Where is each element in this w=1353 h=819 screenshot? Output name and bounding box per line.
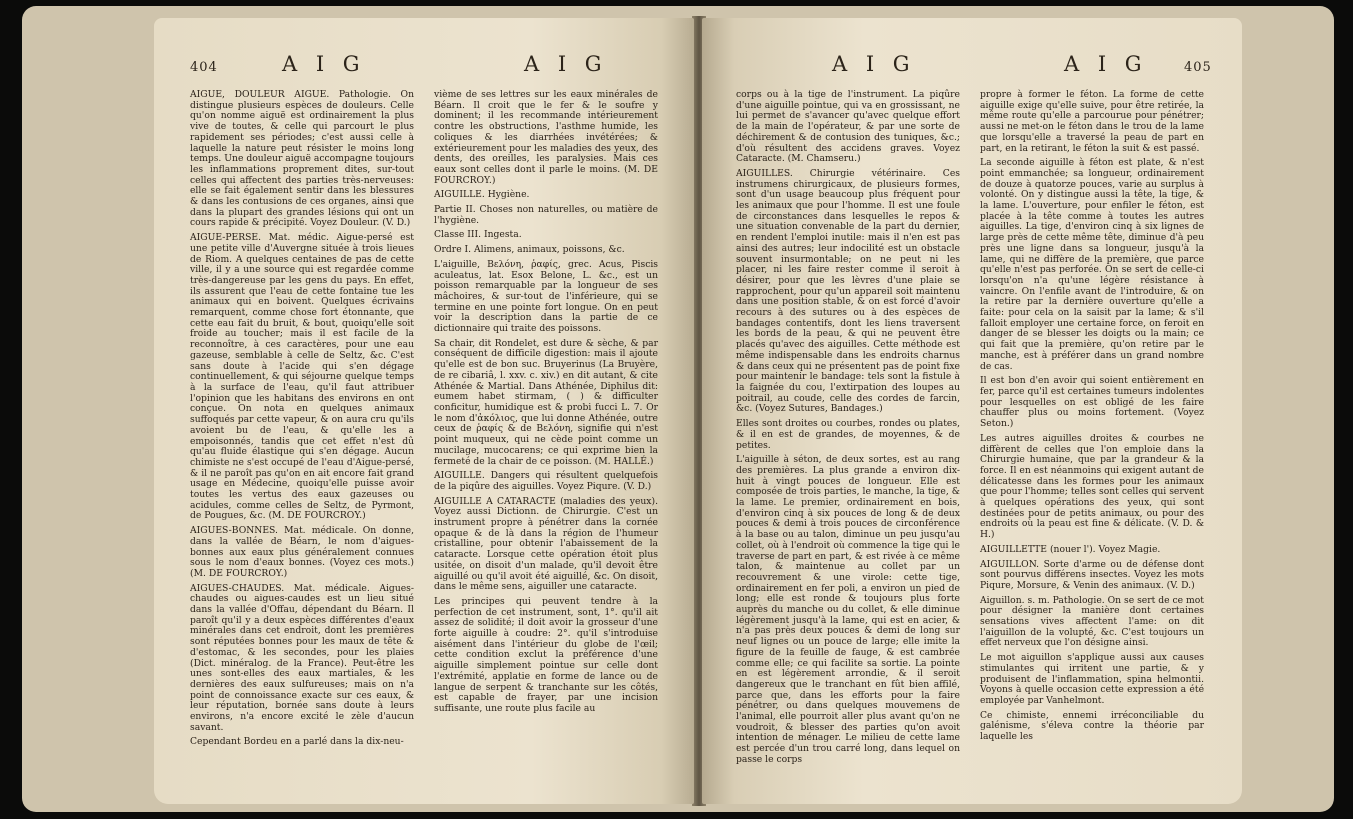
entry-paragraph: Sa chair, dit Rondelet, est dure & sèche, & par conséquent de difficile digestion: mais il ajoute qu'elle est de bon suc. Bruyerinus (La Bruyère, de re cibariâ, l. xxv. c. xiv.) en dit autant, & cite Athénée & Martial. Dans Athénée, Diphilus dit: eumem habet stirmam, ( ) & difficulter conficitur, humidique est & probi fucci L. 7. Or le nom d'ἀκόλιος, que lui donne Athénée, outre ceux de ῥαφίς & de Βελόνη, signifie qui n'est point muqueux, qui ne cède point comme un mucilage, mucocarens; ce qui exprime bien la fermeté de la chair de ce poisson. (M. HALLÉ.) [434,337,658,467]
entry-paragraph: AIGUES-CHAUDES. Mat. médicale. Aigues-chaudes ou aigues-caudes est un lieu situé dans la vallée d'Offau, dépendant du Béarn. Il paroît qu'il y a deux espèces différentes d'eaux minérales dans cet endroit, dont les premières sont réputées bonnes pour les maux de tête & d'estomac, & les secondes, pour les plaies (Dict. minéralog. de la France). Peut-être les unes sont-elles des eaux martiales, & les dernières des eaux sulfureuses; mais on n'a point de connoissance exacte sur ces eaux, & leur réputation, bornée sans doute à leurs environs, n'a encore excité le zèle d'aucun savant. [190,582,414,733]
entry-paragraph: corps ou à la tige de l'instrument. La piqûre d'une aiguille pointue, qui va en grossissant, ne lui permet de s'avancer qu'avec quelque effort de la main de l'opérateur, & par une sorte de déchirement & de contusion des tuniques, &c.; d'où résultent des accidens graves. Voyez Cataracte. (M. Chamseru.) [736,89,960,165]
entry-paragraph: Cependant Bordeu en a parlé dans la dix-neu- [190,736,404,748]
left-running-head-2: A I G [524,52,608,76]
entry-paragraph: AIGUILLE A CATARACTE (maladies des yeux). Voyez aussi Dictionn. de Chirurgie. C'est un instrument propre à pénétrer dans la cornée opaque & de là dans la région de l'humeur cristalline, pour obtenir l'abaissement de la cataracte. Lorsque cette opération étoit plus usitée, on disoit d'un malade, qu'il devoit être aiguillé ou qu'il avoit été aiguillé, &c. On disoit, dans le même sens, aiguiller une cataracte. [434,495,658,593]
entry-paragraph: AIGUILLE. Hygiène. [434,189,530,201]
right-page-number-header [1184,52,1212,76]
entry-paragraph: Classe III. Ingesta. [434,229,522,241]
right-column-2 [980,90,1204,747]
entry-paragraph: Il est bon d'en avoir qui soient entièrement en fer, parce qu'il est certaines tumeurs indolentes pour lesquelles on est obligé de les faire chauffer plus ou moins fortement. (Voyez Seton.) [980,375,1204,430]
left-page-number: 404 [190,60,218,75]
entry-paragraph: vième de ses lettres sur les eaux minérales de Béarn. Il croit que le fer & le soufre y dominent; il les recommande intérieurement contre les obstructions, l'asthme humide, les coliques & les diarrhées invétérées; & extérieurement pour les maladies des yeux, des dents, des oreilles, les paralysies. Mais ces eaux sont celles dont il parle le moins. (M. DE FOURCROY.) [434,89,658,186]
entry-paragraph: Les principes qui peuvent tendre à la perfection de cet instrument, sont, 1°. qu'il ait assez de solidité; il doit avoir la grosseur d'une forte aiguille à coudre: 2°. qu'il s'introduise aisément dans l'intérieur du globe de l'œil; cette condition exclut la préférence d'une aiguille simplement pointue sur celle dont l'extrémité, applatie en forme de lance ou de langue de serpent & tranchante sur les côtés, est capable de frayer, par une incision suffisante, une route plus facile au [434,595,658,714]
entry-paragraph: propre à former le féton. La forme de cette aiguille exige qu'elle suive, pour être retirée, la même route qu'elle a parcourue pour pénétrer; aussi ne met-on le féton dans le trou de la lame que lorsqu'elle a traversé la peau de part en part, en la retirant, le féton la suit & est passé. [980,89,1204,154]
left-column-2 [434,90,658,719]
entry-paragraph: AIGUILLON. Sorte d'arme ou de défense dont sont pourvus différens insectes. Voyez les mots Piqure, Morsure, & Venin des animaux. (V. D.) [980,558,1204,591]
right-column-1 [736,90,960,770]
entry-paragraph: Aiguillon. s. m. Pathologie. On se sert de ce mot pour désigner la manière dont certaines sensations vives affectent l'ame: on dit l'aiguillon de la volupté, &c. C'est toujours un effet nerveux que l'on désigne ainsi. [980,594,1204,649]
entry-paragraph: L'aiguille, Βελόνη, ῥαφίς, grec. Acus, Piscis aculeatus, lat. Esox Belone, L. &c., est un poisson remarquable par la longueur de ses mâchoires, & sur-tout de l'inférieure, qui se termine en une pointe fort longue. On en peut voir la description dans la partie de ce dictionnaire qui traite des poissons. [434,258,658,335]
entry-paragraph: Le mot aiguillon s'applique aussi aux causes stimulantes qui irritent une partie, & y produisent de l'inflammation, spina helmontii. Voyons à quelle occasion cette expression a été employée par Vanhelmont. [980,652,1204,706]
entry-paragraph: Ordre I. Alimens, animaux, poissons, &c. [434,244,625,256]
entry-paragraph: AIGUILLE. Dangers qui résultent quelquefois de la piqûre des aiguilles. Voyez Piqure. (V. D.) [434,470,658,492]
entry-paragraph: Les autres aiguilles droites & courbes ne diffèrent de celles que l'on emploie dans la Chirurgie humaine, que par la grandeur & la force. Il en est néanmoins qui exigent autant de délicatesse dans les formes pour les animaux que pour l'homme; telles sont celles qui servent à quelques opérations des yeux, qui sont destinées pour de petits animaux, ou pour des endroits où la peau est fine & délicate. (V. D. & H.) [980,432,1204,541]
entry-paragraph: AIGUE, DOULEUR AIGUE. Pathologie. On distingue plusieurs espèces de douleurs. Celle qu'on nomme aiguë est ordinairement la plus vive de toutes, & celle qui parcourt le plus rapidement ses périodes; c'est aussi celle à laquelle la nature peut résister le moins long temps. Une douleur aiguë accompagne toujours les inflammations proprement dites, sur-tout celles qui affectent des parties très-nerveuses: elle se fait également sentir dans les blessures & dans les contusions de ces organes, ainsi que dans la plupart des grandes lésions qui ont un cours rapide & précipité. Voyez Douleur. (V. D.) [190,89,414,229]
right-running-head: A I G [832,52,916,76]
left-running-head: A I G [282,52,366,76]
entry-paragraph: AIGUILLES. Chirurgie vétérinaire. Ces instrumens chirurgicaux, de plusieurs formes, sont d'un usage beaucoup plus fréquent pour les animaux que pour l'homme. Il est une foule de circonstances dans lesquelles le repos & une situation convenable de la part du dernier, en rendent l'emploi inutile: mais il n'en est pas ainsi des autres; leur indocilité est un obstacle souvent insurmontable; on ne peut ni les placer, ni les faire rester comme il seroit à désirer, pour que les lèvres d'une plaie se rapprochent, pour qu'un appareil soit maintenu dans une position stable, & on est forcé d'avoir recours à des sutures ou à des espèces de bandages contentifs, dont les liens traversent les bords de la peau, & qui ne peuvent être placés qu'avec des aiguilles. Cette méthode est même indispensable dans les endroits charnus & dans ceux qui ne présentent pas de point fixe pour maintenir le bandage: tels sont la fistule à la faignée du cou, l'extirpation des loupes au poitrail, au coude, celle des cordes de farcin, &c. (Voyez Sutures, Bandages.) [736,167,960,415]
entry-paragraph: La seconde aiguille à féton est plate, & n'est point emmanchée; sa longueur, ordinairement de douze à quatorze pouces, varie au surplus à volonté. On y distingue aussi la tête, la tige, & la lame. L'ouverture, pour enfiler le féton, est placée à la tête comme à toutes les autres aiguilles. La tige, d'environ cinq à six lignes de large près de cette même tête, diminue d'à peu près une ligne dans sa longueur, jusqu'à la lame, qui ne diffère de la première, que parce qu'elle n'est pas perforée. On se sert de celle-ci lorsqu'on n'a qu'une légère résistance à vaincre. On l'enfile avant de l'introduire, & on la retire par la dernière ouverture qu'elle a faite: pour cela on la saisit par la lame; & s'il falloit employer une certaine force, on feroit en danger de se blesser les doigts ou la main; ce qui fait que la première, qu'on retire par le manche, est à préférer dans un grand nombre de cas. [980,157,1204,372]
entry-paragraph: AIGUE-PERSE. Mat. médic. Aigue-persé est une petite ville d'Auvergne située à trois lieues de Riom. A quelques centaines de pas de cette ville, il y a une source qui est regardée comme très-dangereuse par les gens du pays. En effet, ils assurent que l'eau de cette fontaine tue les animaux qui en boivent. Quelques écrivains remarquent, comme chose fort étonnante, que cette eau fait du bruit, & bout, quoiqu'elle soit froide au toucher; mais il est facile de la reconnoître, à ces caractères, pour une eau gazeuse, semblable à celle de Seltz, &c. C'est sans doute à l'acide qui s'en dégage continuellement, & qui séjourne quelque temps à la surface de l'eau, qu'il faut attribuer l'opinion que les habitans des environs en ont conçue. On nota en quelques animaux suffoqués par cette vapeur, & on aura cru qu'ils avoient bu de l'eau, & qu'elle les a empoisonnés, tandis que cet effet n'est dû qu'au fluide élastique qui s'en dégage. Aucun chimiste ne s'est occupé de l'eau d'Aigue-persé, & il ne paroît pas qu'on en ait encore fait grand usage en Médecine, quoiqu'elle puisse avoir toutes les vertus des eaux gazeuses ou acidules, comme celles de Seltz, de Pyrmont, de Pougues, &c. (M. DE FOURCROY.) [190,232,414,522]
left-page-number-header [190,52,218,76]
right-page-number: 405 [1184,60,1212,75]
entry-paragraph: Ce chimiste, ennemi irréconciliable du galénisme, s'éleva contre la théorie par laquelle les [980,709,1204,743]
left-page [154,18,694,804]
right-page [702,18,1242,804]
entry-paragraph: L'aiguille à séton, de deux sortes, est au rang des premières. La plus grande a environ dix-huit à vingt pouces de longueur. Elle est composée de trois parties, le manche, la tige, & la lame. Le premier, ordinairement en bois, d'environ cinq à six pouces de long & de deux pouces & demi à trois pouces de circonférence à la base ou au talon, diminue un peu jusqu'au collet, où à l'endroit où commence la tige qui le traverse de part en part, & est rivée à ce même talon, & maintenue au collet par un recouvrement & une virole: cette tige, ordinairement en fer poli, a environ un pied de long; elle est ronde & toujours plus forte auprès du manche ou du collet, & elle diminue légèrement jusqu'à la lame, qui est en acier, & n'a pas près deux pouces & demi de long sur neuf lignes ou un pouce de large; elle imite la figure de la feuille de fauge, & est cambrée comme elle; ce qui facilite sa sortie. La pointe en est légèrement arrondie, & il seroit dangereux que le tranchant en fût bien affilé, parce que, dans les efforts pour la faire pénétrer, ou dans quelques mouvemens de l'animal, elle pourroit aller plus avant qu'on ne voudroit, & blesser des parties qu'on avoit intention de ménager. Le milieu de cette lame est percée d'un trou carré long, dans lequel on passe le corps [736,454,960,765]
right-running-head-2: A I G [1064,52,1148,76]
entry-paragraph: Partie II. Choses non naturelles, ou matière de l'hygiène. [434,204,658,226]
entry-paragraph: AIGUILLETTE (nouer l'). Voyez Magie. [980,543,1161,555]
left-column-1 [190,90,414,752]
entry-paragraph: AIGUES-BONNES. Mat. médicale. On donne, dans la vallée de Béarn, le nom d'aigues-bonnes aux eaux plus généralement connues sous le nom d'eaux bonnes. (Voyez ces mots.) (M. DE FOURCROY.) [190,525,414,579]
entry-paragraph: Elles sont droites ou courbes, rondes ou plates, & il en est de grandes, de moyennes, & de petites. [736,418,960,451]
book [22,6,1334,812]
